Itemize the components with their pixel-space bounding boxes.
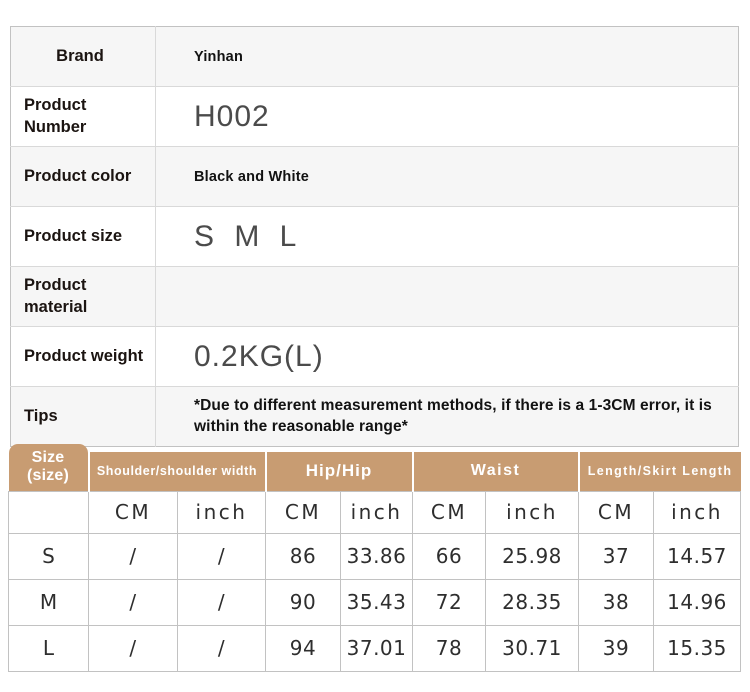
measurement-cell: 38 [579, 579, 654, 625]
measurement-cell: / [178, 625, 266, 671]
unit-header: CM [413, 491, 486, 533]
size-chart-header-row [9, 452, 741, 491]
group-header-shoulder: Shoulder/shoulder width [89, 452, 266, 491]
unit-header: inch [654, 491, 741, 533]
measurement-cell: / [178, 579, 266, 625]
unit-header: inch [341, 491, 413, 533]
size-corner-cell [9, 449, 89, 491]
size-cell: L [9, 625, 89, 671]
spec-value-product-size: S M L [194, 219, 303, 253]
measurement-cell: 30.71 [486, 625, 579, 671]
size-cell: M [9, 579, 89, 625]
measurement-cell: 37 [579, 533, 654, 579]
measurement-cell: 78 [413, 625, 486, 671]
size-chart-table [8, 449, 740, 672]
size-cell: S [9, 533, 89, 579]
spec-row-brand [11, 27, 739, 87]
spec-row-product-size [11, 207, 739, 267]
group-header-length: Length/Skirt Length [579, 452, 741, 491]
measurement-cell: 39 [579, 625, 654, 671]
measurement-cell: 14.96 [654, 579, 741, 625]
size-row-s [9, 533, 741, 579]
group-header-waist: Waist [413, 452, 579, 491]
measurement-cell: 14.57 [654, 533, 741, 579]
measurement-cell: 33.86 [341, 533, 413, 579]
spec-value-product-number: H002 [194, 99, 270, 133]
measurement-cell: / [89, 533, 178, 579]
spec-label-product-size: Product size [11, 207, 156, 267]
spec-value-product-color: Black and White [194, 168, 309, 185]
measurement-cell: 15.35 [654, 625, 741, 671]
spec-label-brand: Brand [11, 27, 156, 87]
measurement-cell: 66 [413, 533, 486, 579]
measurement-cell: 72 [413, 579, 486, 625]
measurement-cell: 35.43 [341, 579, 413, 625]
unit-header-row [9, 491, 741, 533]
product-spec-table [10, 26, 739, 447]
unit-header: inch [486, 491, 579, 533]
spec-value-brand: Yinhan [194, 48, 243, 65]
spec-row-tips [11, 387, 739, 447]
group-header-hip: Hip/Hip [266, 452, 413, 491]
spec-label-tips: Tips [11, 387, 156, 447]
spec-row-product-weight [11, 327, 739, 387]
size-row-l [9, 625, 741, 671]
spec-label-product-number: Product Number [11, 87, 156, 147]
size-corner-tab: Size (size) [9, 444, 88, 491]
spec-label-product-weight: Product weight [11, 327, 156, 387]
spec-row-product-number [11, 87, 739, 147]
measurement-cell: 28.35 [486, 579, 579, 625]
measurement-cell: / [89, 579, 178, 625]
measurement-cell: 90 [266, 579, 341, 625]
measurement-cell: 25.98 [486, 533, 579, 579]
measurement-cell: / [178, 533, 266, 579]
spec-value-tips: *Due to different measurement methods, if there is a 1-3CM error, it is within the reasonable range* [194, 396, 712, 435]
spec-row-product-material [11, 267, 739, 327]
measurement-cell: 94 [266, 625, 341, 671]
spec-row-product-color [11, 147, 739, 207]
unit-header: CM [266, 491, 341, 533]
measurement-cell: 37.01 [341, 625, 413, 671]
spec-label-product-material: Product material [11, 267, 156, 327]
spec-value-product-weight: 0.2KG(L) [194, 339, 324, 373]
measurement-cell: / [89, 625, 178, 671]
spec-label-product-color: Product color [11, 147, 156, 207]
unit-header: CM [579, 491, 654, 533]
measurement-cell: 86 [266, 533, 341, 579]
unit-header: CM [89, 491, 178, 533]
unit-header-blank [9, 491, 89, 533]
unit-header: inch [178, 491, 266, 533]
size-row-m [9, 579, 741, 625]
